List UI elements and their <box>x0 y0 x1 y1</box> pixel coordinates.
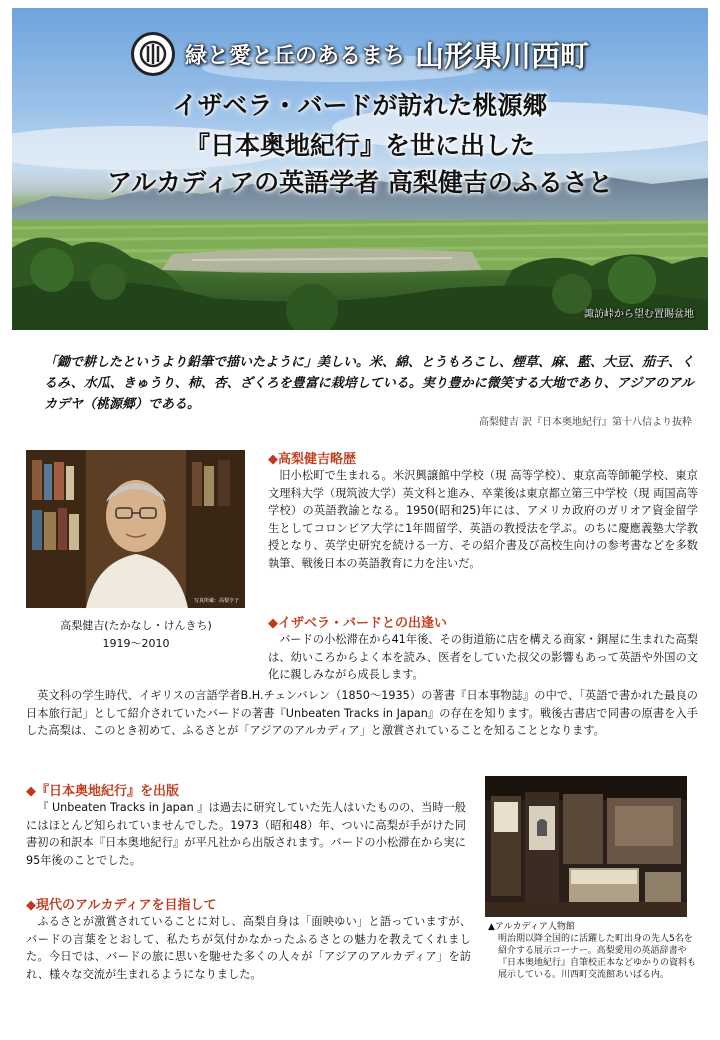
hero-title-line-1: イザベラ・バードが訪れた桃源郷 <box>172 91 548 120</box>
portrait-credit: 写真所蔵：高梨亨子 <box>193 598 239 604</box>
portrait-caption <box>26 617 246 653</box>
town-name: 山形県川西町 <box>415 38 590 73</box>
encounter-paragraph-2: 英文科の学生時代、イギリスの言語学者B.H.チェンバレン（1850～1935）の著書『日本事物誌』の中で、「英語で書かれた最良の日本旅行記」として紹介されていたバードの著書『Unbeaten Tracks in Japan』の存在を知ります。戦後古書店で同書の原書を入手した高梨は、このとき初めて、ふるさとが「アジアのアルカディア」と激賞されていることを知ることとなります。 <box>26 689 698 738</box>
modern-text: ふるさとが激賞されていることに対し、高梨自身は「面映ゆい」と語っていますが、バードの言葉をとおして、私たちが気付かなかったふるさとの魅力を教えてくれました。今日では、バードの旅に思いを馳せた多くの人々が「アジアのアルカディア」を訪れ、様々な交流が生まれるようになりました。 <box>26 915 471 981</box>
encounter-heading: ◆イザベラ・バードとの出逢い <box>268 616 447 631</box>
publication-text: 『 Unbeaten Tracks in Japan 』は過去に研究していた先人はいたものの、当時一般にはほとんど知られていませんでした。1973（昭和48）年、ついに高梨が手がけた同書初の和訳本『日本奥地紀行』が平凡社から出版されます。バードの小松滞在から実に95年後のことでした。 <box>26 801 466 867</box>
hero-header-line <box>12 32 708 76</box>
bird-quote: 「鋤で耕したというより鉛筆で描いたように」美しい。米、綿、とうもろこし、煙草、麻、藍、大豆、茄子、くるみ、水瓜、きゅうり、柿、杏、ざくろを豊富に栽培している。実り豊かに微笑する大地であり、アジアのアルカデヤ（桃源郷）である。 <box>44 355 695 412</box>
hero-title-line-2: 『日本奥地紀行』を世に出した <box>184 131 535 160</box>
bio-heading: ◆高梨健吉略歴 <box>268 452 356 467</box>
portrait-caption-name: 高梨健吉(たかなし・けんきち) <box>60 619 212 632</box>
quote-source: 高梨健吉 訳『日本奥地紀行』第十八信より抜粋 <box>478 417 692 428</box>
museum-caption-text: 明治期以降全国的に活躍した町出身の先人5名を紹介する展示コーナー。高梨愛用の英語辞書や『日本奥地紀行』自筆校正本などゆかりの資料も展示している。川西町交流館あいぱる内。 <box>498 934 697 980</box>
hero-title-line-3: アルカディアの英語学者 高梨健吉のふるさと <box>107 168 613 197</box>
town-emblem-icon <box>131 32 175 76</box>
encounter-text-1a <box>268 631 698 684</box>
portrait-photo <box>26 450 245 608</box>
modern-heading: ◆現代のアルカディアを目指して <box>26 898 217 913</box>
publication-heading: ◆『日本奥地紀行』を出版 <box>26 784 179 799</box>
hero-photo-caption: 諏訪峠から望む置賜盆地 <box>584 309 694 320</box>
town-slogan: 緑と愛と丘のあるまち <box>184 43 405 69</box>
encounter-paragraph-1: バードの小松滞在から41年後、その街道筋に店を構える商家・銅屋に生まれた高梨は、幼いころからよく本を読み、医者をしていた叔父の影響もあって英語や外国の文化に親しみながら成長します。 <box>268 633 698 682</box>
museum-caption <box>488 921 698 981</box>
bio-text: 旧小松町で生まれる。米沢興譲館中学校（現 高等学校）、東京高等師範学校、東京文理科大学（現筑波大学）英文科と進み、卒業後は東京都立第三中学校（現 両国高等学校）の英語教諭となる。1950(昭和25)年には、アメリカ政府のガリオア資金留学生としてコロンビア大学に1年間留学、英語の教授法を学ぶ。のちに慶應義塾大学教授となり、英学史研究を続ける一方、その紹介書及び高校生向けの参考書などを多数執筆、戦後日本の英語教育に力を注いだ。 <box>268 469 698 570</box>
hero-banner <box>12 8 708 330</box>
museum-photo <box>485 776 687 917</box>
portrait-caption-years: 1919～2010 <box>102 637 170 650</box>
museum-caption-title: ▲アルカディア人物館 <box>488 922 575 932</box>
